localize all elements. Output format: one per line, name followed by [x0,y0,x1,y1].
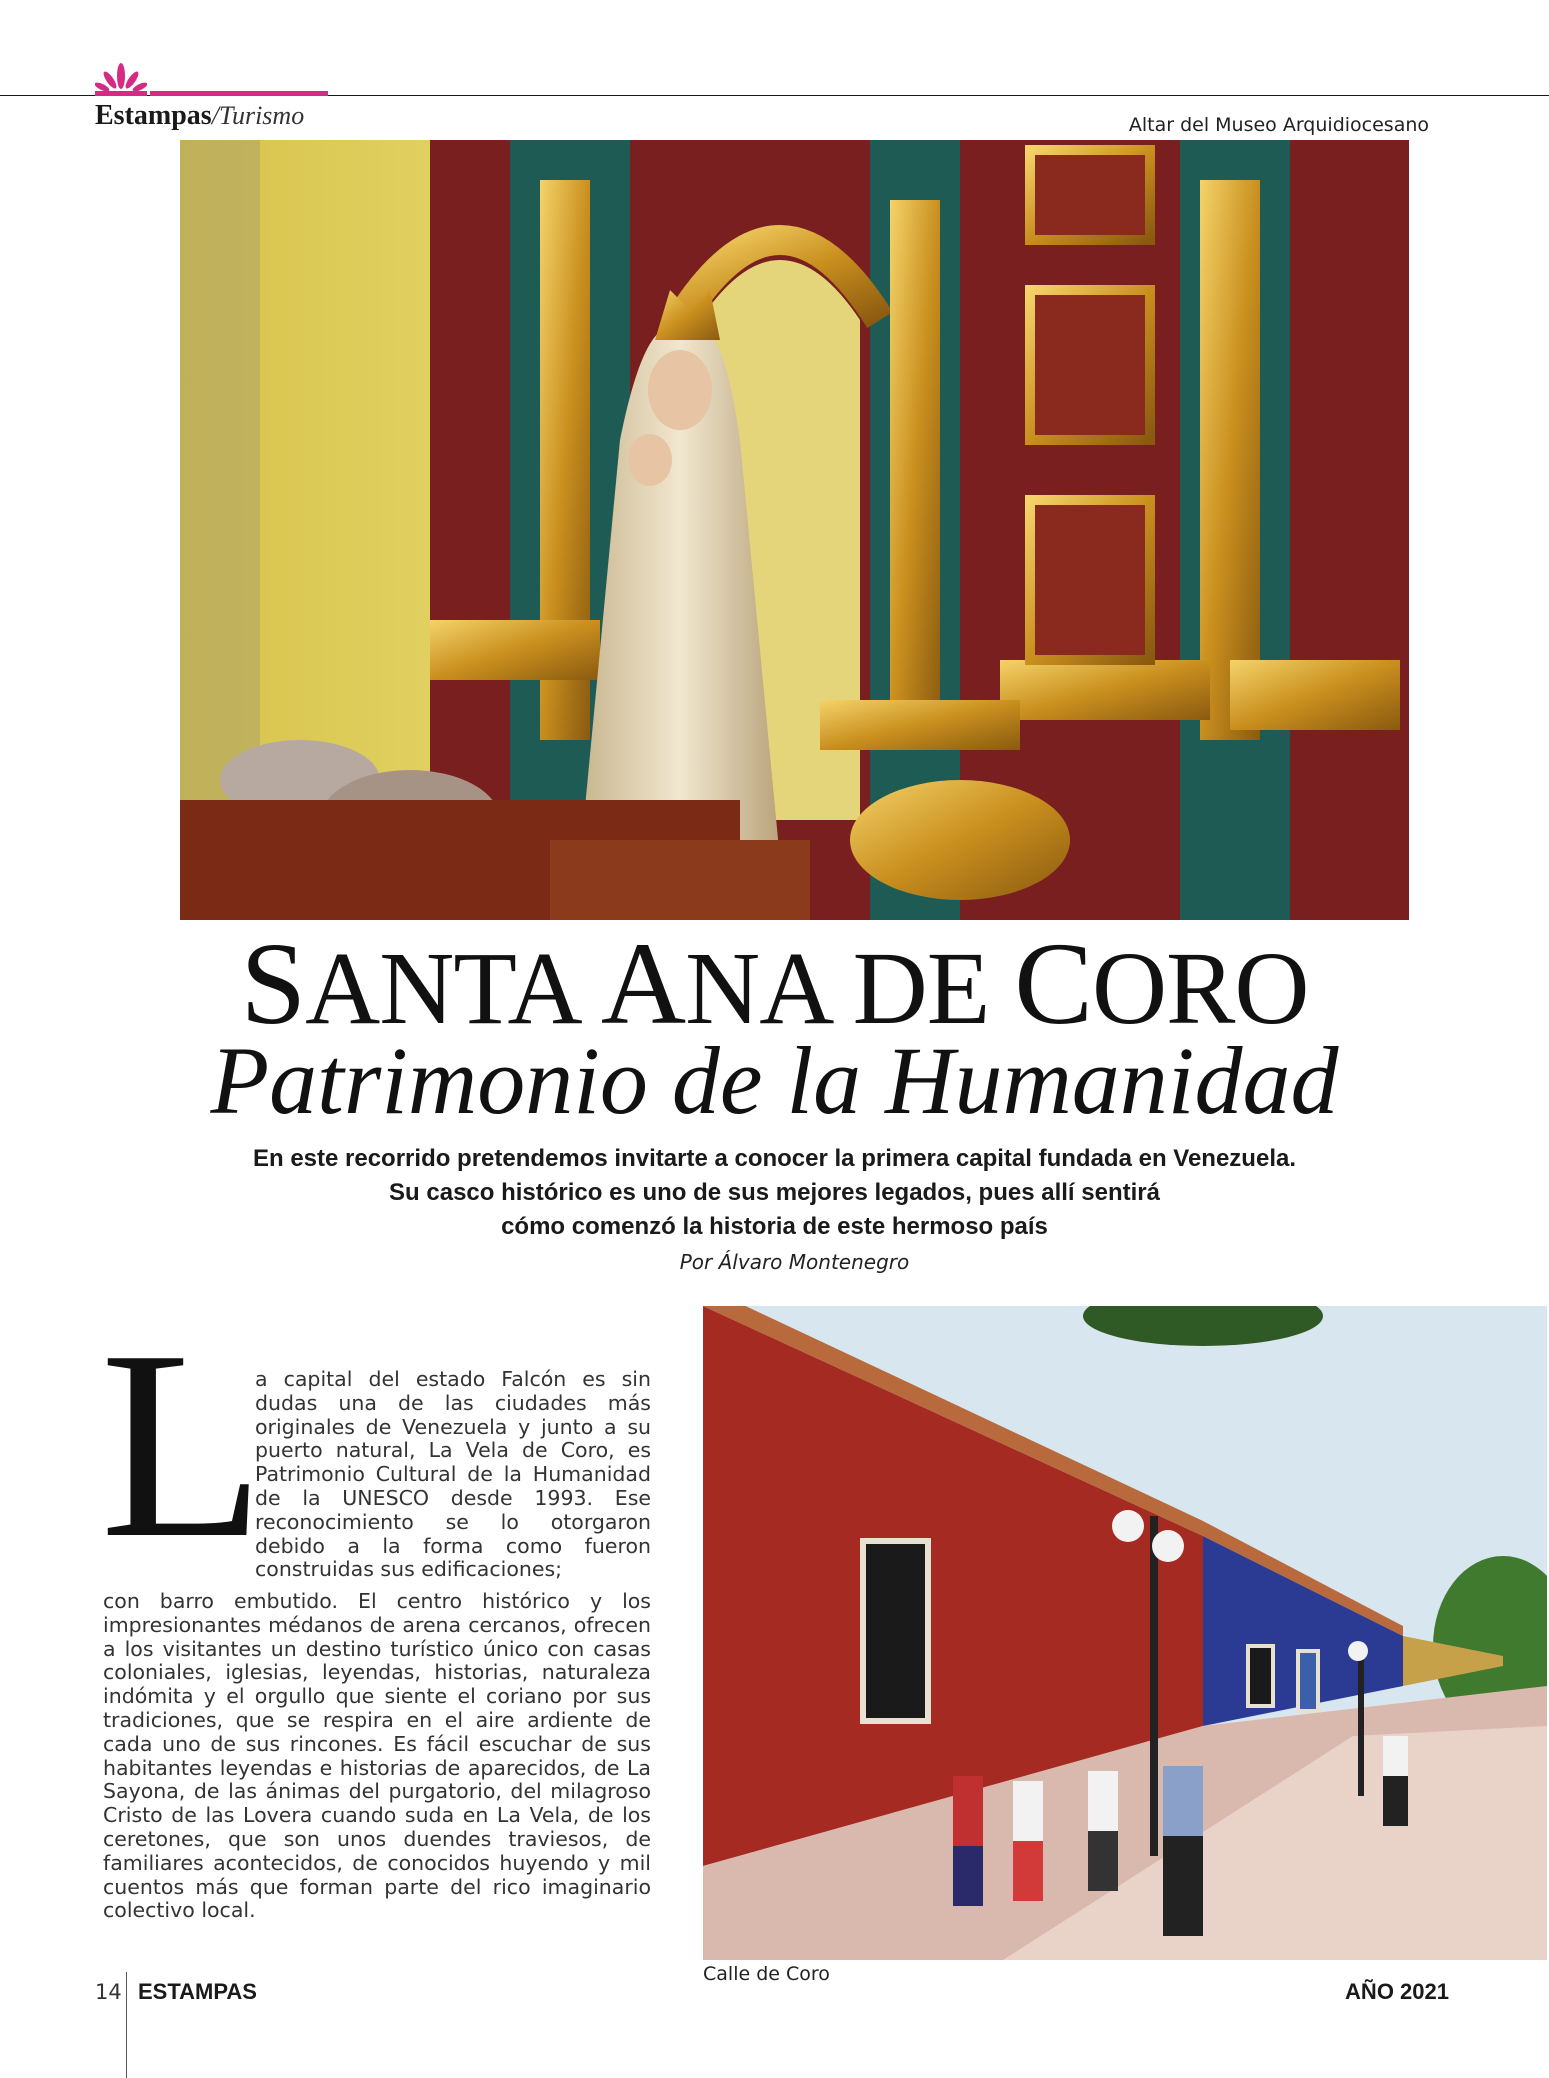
title-initial-a: A [600,918,686,1049]
article-subtitle: Patrimonio de la Humanidad [210,1027,1339,1134]
section-label [95,100,304,132]
page-number: 14 [95,1980,122,2004]
lede-line: Su casco histórico es uno de sus mejores legados, pues allí sentirá [389,1179,1160,1206]
footer-year: AÑO 2021 [1345,1979,1449,2004]
hero-caption: Altar del Museo Arquidiocesano [1128,114,1429,136]
lede-line: cómo comenzó la historia de este hermoso país [501,1213,1048,1240]
body-paragraph-intro: a capital del estado Falcón es sin dudas una de las ciudades más originales de Venezuela y junto a su puerto natural, La Vela de Coro, es Patrimonio Cultural de la Humanidad de la UNESCO desde 1993. Ese reconocimiento se lo otorgaron debido a la forma como fueron construidas sus edificaciones; [255,1367,651,1582]
section-separator: / [211,101,219,130]
title-word-ana-de: NA DE [685,931,990,1046]
article-title [0,918,1549,1049]
flower-logo-icon [95,60,147,96]
article-byline: Por Álvaro Montenegro [679,1250,910,1274]
title-word-coro: ORO [1091,931,1309,1046]
article-lede [180,1142,1369,1244]
header-accent-bar [150,91,328,96]
footer-brand: ESTAMPAS [138,1979,257,2004]
hero-photo-altar [180,140,1409,920]
drop-cap: L [100,1295,265,1594]
street-caption: Calle de Coro [703,1963,830,1985]
section-name: Turismo [218,101,305,130]
title-word-santa: ANTA [305,931,576,1046]
title-initial-s: S [240,918,306,1049]
street-photo [703,1306,1547,1960]
lede-line: En este recorrido pretendemos invitarte a conocer la primera capital fundada en Venezuela. [252,1145,1296,1172]
footer-rule [126,1972,127,2078]
body-paragraph-main: con barro embutido. El centro histórico y los impresionantes médanos de arena cercanos, ofrecen a los visitantes un destino turístico único con casas coloniales, iglesias, leyendas, historias, naturaleza indómita y el orgullo que siente el coriano por sus tradiciones, que se respira en el aire ardiente de cada uno de sus rincones. Es fácil escuchar de sus habitantes leyendas e historias de aparecidos, de La Sayona, de las ánimas del purgatorio, del milagroso Cristo de las Lovera cuando suda en La Vela, de los ceretones, que son unos duendes traviesos, de familiares acontecidos, de conocidos huyendo y mil cuentos más que forman parte del rico imaginario colectivo local. [103,1589,651,1923]
title-initial-c: C [1014,918,1092,1049]
section-brand: Estampas [95,100,212,131]
